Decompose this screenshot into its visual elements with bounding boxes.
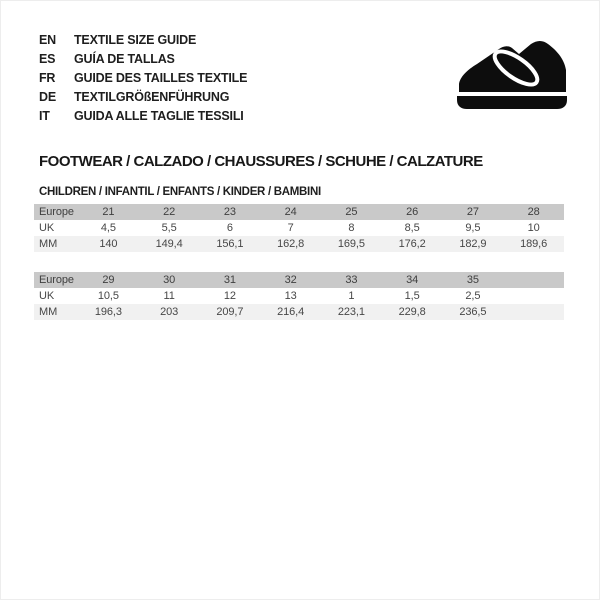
- size-cell: 182,9: [459, 238, 487, 250]
- size-cell: 12: [223, 290, 236, 302]
- size-cell: 1,5: [404, 290, 420, 302]
- row-label: UK: [39, 222, 55, 234]
- size-cell: 229,8: [398, 306, 426, 318]
- size-cell: 1: [348, 290, 355, 302]
- size-cell: 23: [223, 206, 236, 218]
- row-label: Europe: [39, 274, 74, 286]
- size-cell: 27: [466, 206, 479, 218]
- size-cell: 189,6: [520, 238, 548, 250]
- size-cell: 8,5: [404, 222, 420, 234]
- size-cell: 13: [284, 290, 297, 302]
- language-label: GUÍA DE TALLAS: [74, 52, 175, 66]
- size-cell: 7: [287, 222, 294, 234]
- size-cell: 22: [163, 206, 176, 218]
- table-row-uk: [34, 220, 564, 236]
- size-cell: 149,4: [155, 238, 183, 250]
- size-cell: 4,5: [100, 222, 116, 234]
- language-code: FR: [39, 71, 56, 85]
- size-cell: 26: [406, 206, 419, 218]
- size-cell: 156,1: [216, 238, 244, 250]
- size-cell: 140: [99, 238, 118, 250]
- size-cell: 31: [223, 274, 236, 286]
- children-shoe-icon: [453, 37, 571, 113]
- language-code: DE: [39, 90, 56, 104]
- row-label: UK: [39, 290, 55, 302]
- children-size-table-2: [34, 272, 564, 320]
- size-cell: 216,4: [277, 306, 305, 318]
- size-cell: 169,5: [337, 238, 365, 250]
- language-row: [39, 50, 247, 69]
- size-cell: 8: [348, 222, 355, 234]
- size-cell: 9,5: [465, 222, 481, 234]
- section-title: FOOTWEAR / CALZADO / CHAUSSURES / SCHUHE / CALZATURE: [39, 153, 483, 170]
- size-cell: 196,3: [94, 306, 122, 318]
- children-size-table-1: [34, 204, 564, 252]
- row-label: MM: [39, 238, 58, 250]
- size-cell: 32: [284, 274, 297, 286]
- size-cell: 10,5: [97, 290, 119, 302]
- size-cell: 28: [527, 206, 540, 218]
- size-cell: 203: [160, 306, 179, 318]
- size-cell: 223,1: [337, 306, 365, 318]
- language-row: [39, 31, 247, 50]
- size-cell: 29: [102, 274, 115, 286]
- table-row-mm: [34, 236, 564, 252]
- language-row: [39, 88, 247, 107]
- size-cell: 35: [466, 274, 479, 286]
- size-cell: 21: [102, 206, 115, 218]
- size-cell: 209,7: [216, 306, 244, 318]
- size-cell: 236,5: [459, 306, 487, 318]
- size-cell: 5,5: [161, 222, 177, 234]
- language-label: TEXTILGRÖßENFÜHRUNG: [74, 90, 230, 104]
- size-cell: 33: [345, 274, 358, 286]
- size-cell: 162,8: [277, 238, 305, 250]
- language-label: GUIDA ALLE TAGLIE TESSILI: [74, 109, 244, 123]
- size-cell: [503, 304, 564, 320]
- size-cell: 6: [226, 222, 233, 234]
- size-cell: [503, 272, 564, 288]
- language-row: [39, 69, 247, 88]
- table-row-mm: [34, 304, 564, 320]
- language-code: ES: [39, 52, 56, 66]
- language-label: TEXTILE SIZE GUIDE: [74, 33, 197, 47]
- size-cell: 30: [163, 274, 176, 286]
- size-cell: 34: [406, 274, 419, 286]
- subsection-title: CHILDREN / INFANTIL / ENFANTS / KINDER / BAMBINI: [39, 186, 321, 198]
- table-row-europe: [34, 272, 564, 288]
- size-cell: 11: [163, 290, 175, 302]
- language-code: IT: [39, 109, 50, 123]
- size-cell: 10: [527, 222, 540, 234]
- size-cell: [503, 288, 564, 304]
- row-label: MM: [39, 306, 58, 318]
- table-row-europe: [34, 204, 564, 220]
- size-cell: 2,5: [465, 290, 481, 302]
- size-cell: 24: [284, 206, 297, 218]
- language-code: EN: [39, 33, 56, 47]
- row-label: Europe: [39, 206, 74, 218]
- table-row-uk: [34, 288, 564, 304]
- size-cell: 25: [345, 206, 358, 218]
- language-list: [39, 31, 247, 126]
- size-cell: 176,2: [398, 238, 426, 250]
- language-label: GUIDE DES TAILLES TEXTILE: [74, 71, 248, 85]
- language-row: [39, 107, 247, 126]
